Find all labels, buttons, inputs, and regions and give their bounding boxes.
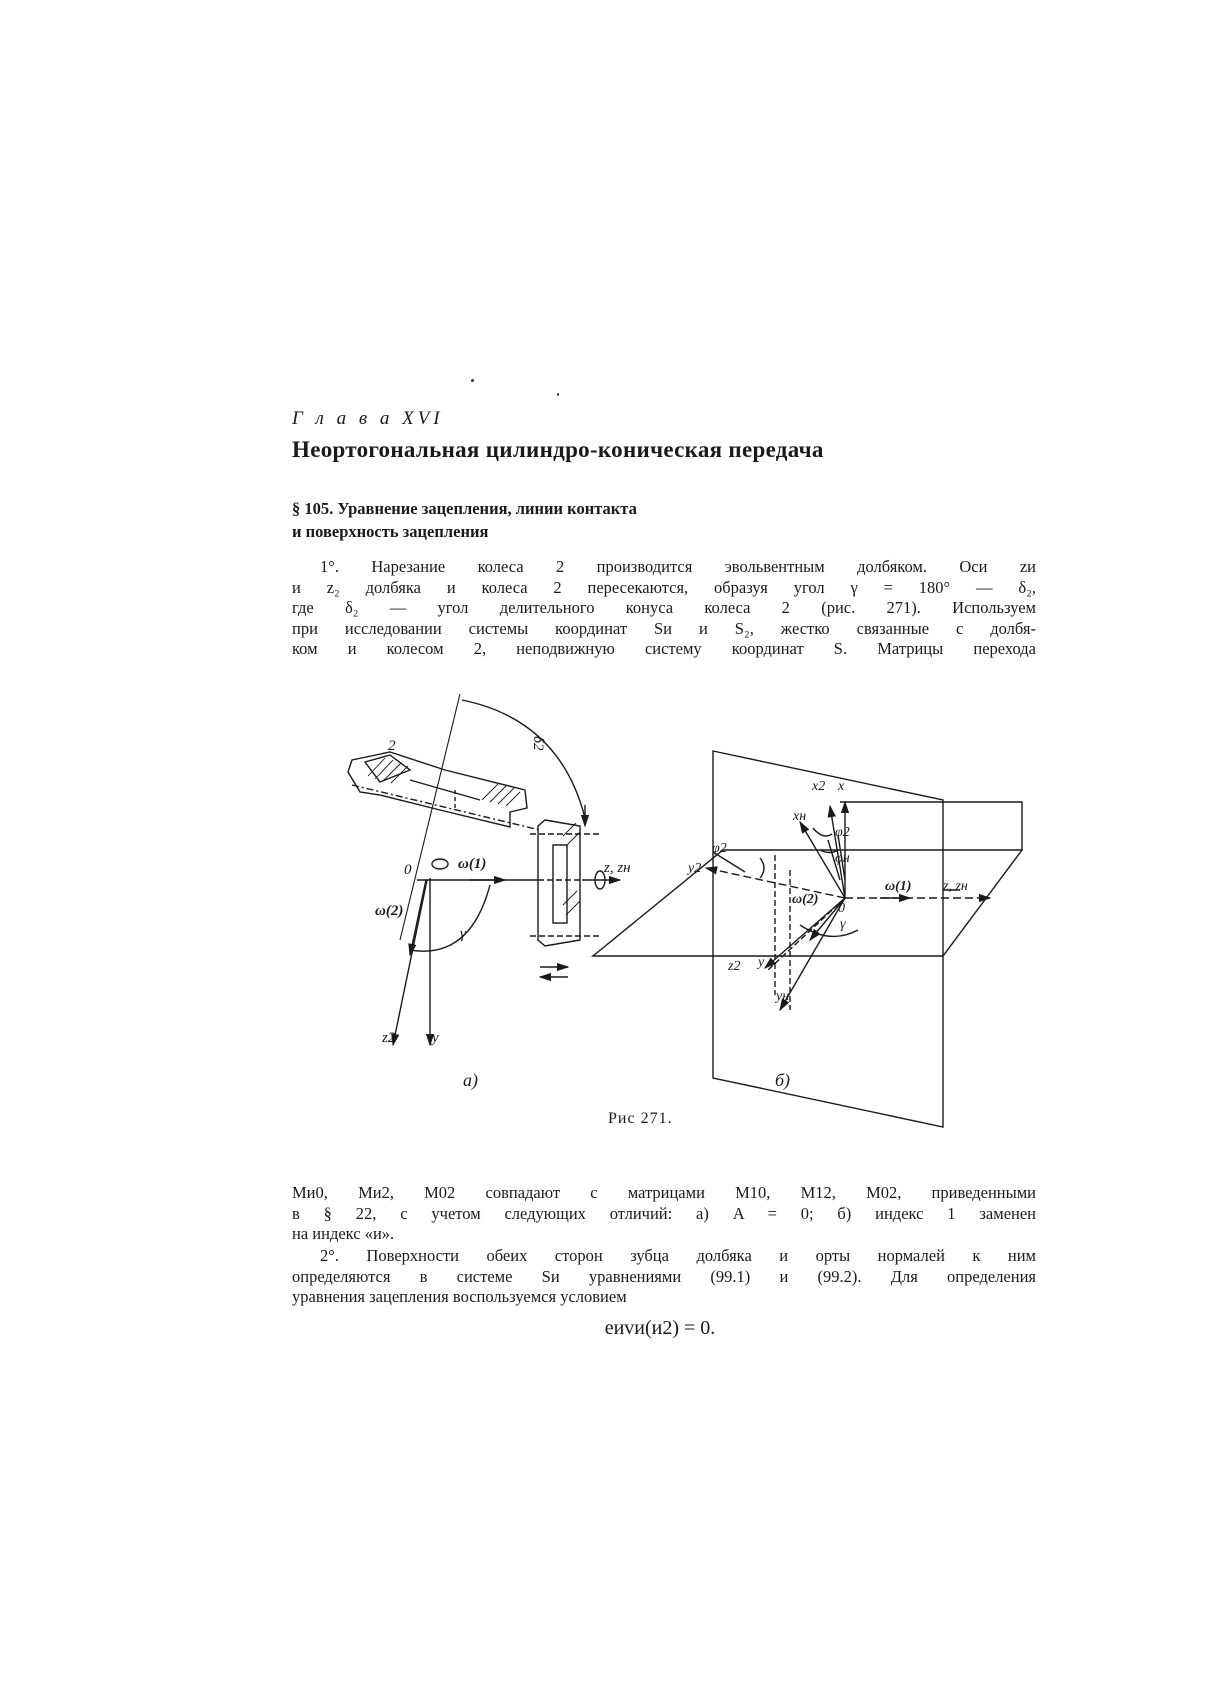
equation: eиvи(и2) = 0.: [604, 1317, 716, 1339]
subfigure-label-b: б): [775, 1070, 791, 1090]
label-z2-a: z2: [382, 1030, 396, 1046]
label-y-b: y: [758, 955, 765, 970]
label-omega1-a: ω(1): [458, 856, 487, 872]
label-gamma-b: γ: [840, 917, 846, 932]
text-line: в § 22, с учетом следующих отличий: а) A = 0; б) индекс 1 заменен: [292, 1203, 1036, 1223]
text-line: 1°. Нарезание колеса 2 производится эвольвентным долбяком. Оси zи: [320, 557, 1036, 576]
chapter-heading: Г л а в а XVI: [292, 408, 444, 429]
text-line: и z₂ долбяка и колеса 2 пересекаются, образуя угол γ = 180° — δ₂,: [292, 577, 1036, 597]
text-line: ком и колесом 2, неподвижную систему координат S. Матрицы перехода: [292, 639, 1036, 658]
label-gear-2: 2: [388, 738, 396, 754]
paragraph-3: [292, 1246, 1036, 1308]
gear-2-hatch-left: [365, 755, 410, 782]
paragraph-2: [292, 1183, 1036, 1245]
label-z-axis-b: z, zн: [943, 879, 968, 894]
label-gamma-a: γ: [460, 926, 466, 942]
text-line: где δ₂ — угол делительного конуса колеса 2 (рис. 271). Используем: [292, 598, 1036, 617]
diagram-b: [593, 751, 1022, 1127]
label-yh: yн: [776, 989, 790, 1004]
label-xh: xн: [793, 809, 807, 824]
label-z2-b: z2: [728, 959, 741, 974]
label-y-a: y: [432, 1030, 439, 1046]
figure-caption: Рис 271.: [608, 1110, 673, 1127]
hatching: [368, 758, 580, 915]
label-phi2-top: φ2: [835, 825, 850, 840]
text-line: на индекс «и».: [292, 1224, 395, 1243]
label-x2: x2: [812, 779, 826, 794]
label-omega2-b: ω(2): [792, 892, 819, 907]
label-delta-2: δ2: [530, 736, 546, 751]
label-origin-a: 0: [404, 862, 412, 878]
label-omega2-a: ω(2): [375, 903, 404, 919]
chapter-title: Неортогональная цилиндро-коническая передача: [292, 437, 824, 462]
label-phi2-left: φ2: [712, 841, 727, 856]
label-phih: φн: [835, 851, 850, 866]
label-y2: y2: [688, 861, 702, 876]
text-line: определяются в системе Sи уравнениями (99.1) и (99.2). Для определения: [292, 1266, 1036, 1286]
text-line: Mи0, Mи2, M02 совпадают с матрицами M10, M12, M02, приведенными: [292, 1183, 1036, 1202]
label-omega1-b: ω(1): [885, 879, 912, 894]
text-line: 2°. Поверхности обеих сторон зубца долбяка и орты нормалей к ним: [320, 1246, 1036, 1265]
label-z-axis-a: z, zн: [604, 860, 631, 876]
gear-2-outline: [348, 752, 527, 827]
text-line: уравнения зацепления воспользуемся условием: [292, 1287, 627, 1306]
label-x: x: [838, 779, 845, 794]
text-line: при исследовании системы координат Sи и S₂, жестко связанные с долбя-: [292, 618, 1036, 638]
section-heading-line: § 105. Уравнение зацепления, линии контакта: [292, 499, 637, 518]
vertical-plane: [713, 751, 943, 1127]
label-origin-b: 0: [838, 901, 845, 916]
section-heading-line: и поверхность зацепления: [292, 522, 489, 541]
subfigure-label-a: а): [463, 1070, 478, 1090]
